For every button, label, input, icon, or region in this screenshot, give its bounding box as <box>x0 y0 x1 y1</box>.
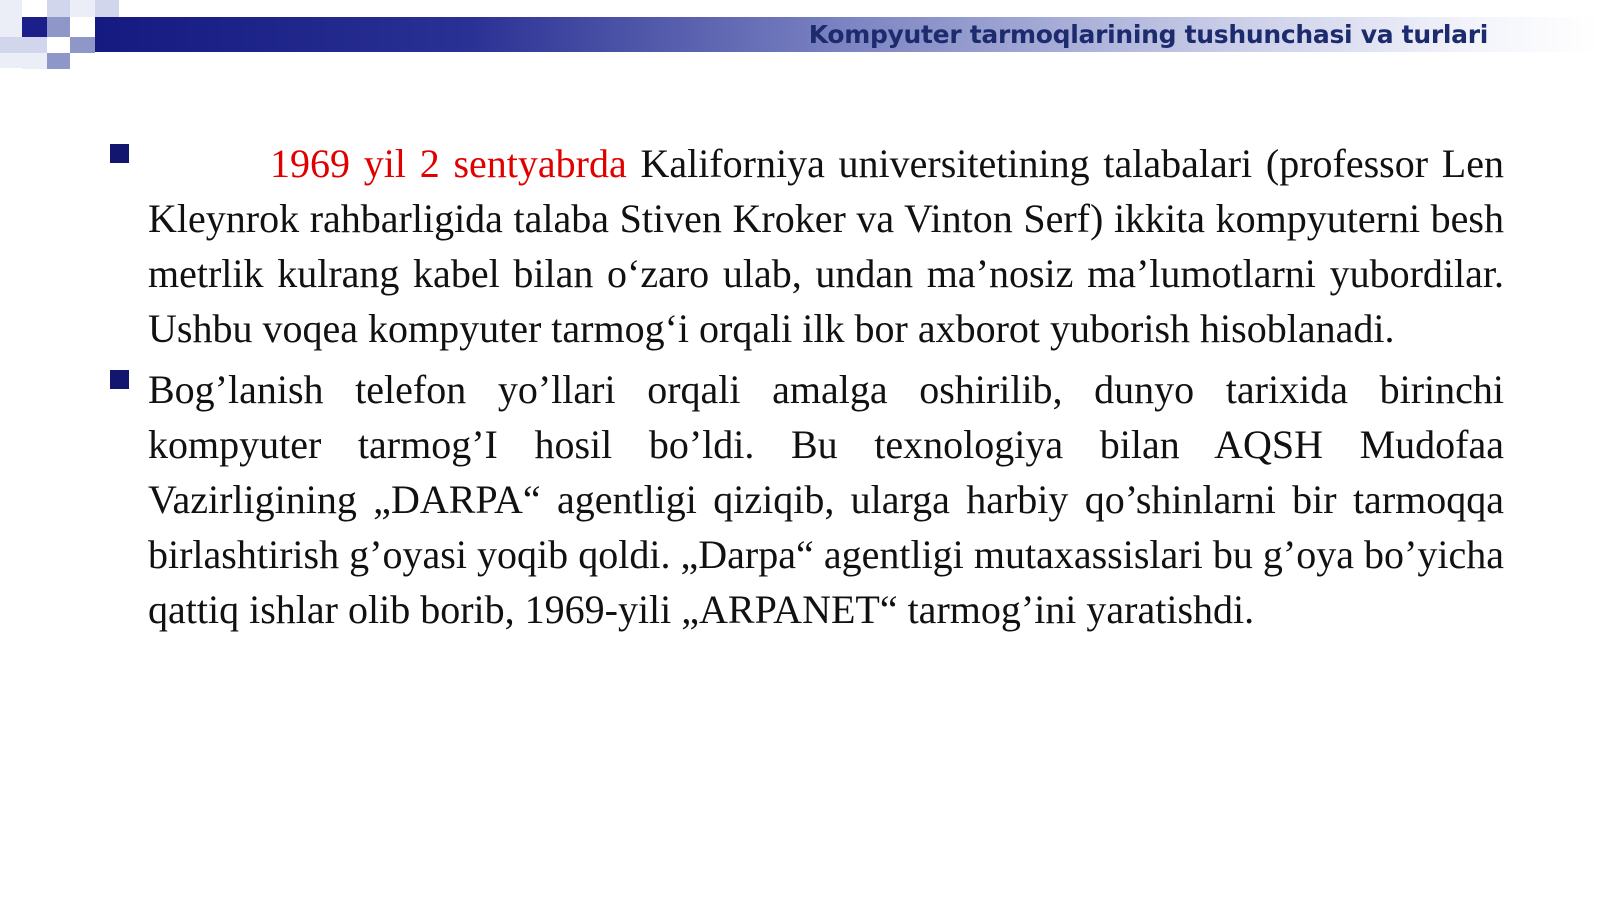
decor-square <box>70 0 95 17</box>
decor-square <box>0 0 22 68</box>
decor-square <box>70 37 95 53</box>
bullet-text: Bog’lanish telefon yo’llari orqali amalga oshirilib, dunyo tarixida birinchi kompyuter tarmog’I hosil bo’ldi. Bu texnologiya bilan AQSH Mudofaa Vazirligining „DARPA“ agentligi qiziqib, ularga harbiy qo’shinlarni bir tarmoqqa birlashtirish g’oyasi yoqib qoldi. „Darpa“ agentligi mutaxassislari bu g’oya bo’yicha qattiq ishlar olib borib, 1969-yili „ARPANET“ tarmog’ini yaratishdi. <box>148 367 1504 632</box>
decor-square <box>47 53 70 69</box>
decor-square <box>95 0 119 17</box>
list-item <box>108 362 1504 637</box>
square-bullet-icon <box>110 144 129 163</box>
bullet-text: Kaliforniya universitetining talabalari (professor Len Kleynrok rahbarligida talaba Stiven Kroker va Vinton Serf) ikkita kompyuterni besh metrlik kulrang kabel bilan o‘zaro ulab, undan ma’nosiz ma’lumotlarni yubordilar. Ushbu voqea kompyuter tarmog‘i orqali ilk bor axborot yuborish hisoblanadi. <box>148 141 1504 351</box>
decor-square <box>47 0 70 17</box>
slide-content <box>108 136 1504 643</box>
list-item <box>108 136 1504 356</box>
bullet-paragraph <box>148 362 1504 637</box>
decor-square <box>22 17 47 37</box>
bullet-paragraph <box>148 136 1504 356</box>
decor-square <box>22 53 47 69</box>
highlighted-date: 1969 yil 2 sentyabrda <box>270 141 627 186</box>
square-bullet-icon <box>110 370 129 389</box>
decor-square <box>0 37 47 53</box>
page-title: Kompyuter tarmoqlarining tushunchasi va turlari <box>808 20 1488 49</box>
decor-square <box>47 17 70 37</box>
